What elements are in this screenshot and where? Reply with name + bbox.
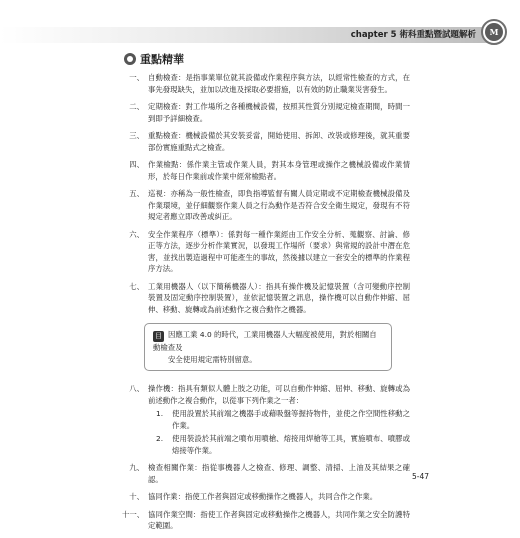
item-number: 五、 (129, 189, 144, 198)
item-number: 一、 (129, 73, 144, 82)
list-item (122, 159, 410, 182)
item-text: 重點檢查：機械設備於其安裝妥當，開始使用、拆卸、改裝或修理後，就其重要部份實施重點式之檢查。 (148, 131, 410, 152)
list-item (122, 491, 410, 503)
item-text: 作業檢點：係作業主管或作業人員，對其本身管理或操作之機械設備或作業情形，於每日作業前或作業中經常檢點者。 (148, 160, 410, 181)
item-number: 四、 (129, 160, 144, 169)
note-box (144, 323, 392, 371)
item-text (148, 383, 410, 456)
item-text: 檢查相關作業：指從事機器人之檢查、修理、調整、清掃、上油及其結果之確認。 (148, 463, 410, 484)
section-title: 重點精華 (140, 53, 184, 66)
item-number: 十一、 (122, 509, 145, 519)
note-icon: 目 (155, 332, 162, 340)
item-text-main: 操作機：指具有類似人體上肢之功能，可以自動作伸縮、屈伸、移動、旋轉或為前述動作之複合動作，以從事下列作業之一者： (148, 384, 410, 405)
list-item (122, 72, 410, 95)
sub-item-text: 使用設置於其前端之機器手或藉吸盤等握持物件，並使之作空間性移動之作業。 (172, 409, 410, 430)
item-number: 七、 (129, 281, 144, 291)
sub-item-text: 使用裝設於其前端之噴布用噴槍、熔接用焊槍等工具，實施噴布、噴膠或熔接等作業。 (172, 434, 410, 455)
item-text: 安全作業程序（標準）：係對每一種作業經由工作安全分析、蒐觀察、討論、修正等方法，逐步分析作業實況，以發現工作場所（要求）與常規的設計中潛在危害，並找出製造過程中可能產生的事故，然後據以建立一套安全的標準的作業程序方法。 (148, 229, 410, 273)
bullet-circle-icon (124, 53, 136, 65)
logo-icon: M (485, 23, 503, 41)
section-heading (124, 50, 184, 68)
item-text: 協同作業空間：指使工作者與固定或移動操作之機器人，共同作業之安全防護特定範圍。 (148, 509, 410, 530)
item-number: 八、 (129, 384, 144, 393)
list-item (122, 188, 410, 223)
list-item (122, 130, 410, 153)
item-text: 協同作業：指使工作者與固定或移動操作之機器人，共同合作之作業。 (148, 492, 378, 501)
publisher-logo (481, 19, 507, 45)
list-item (122, 383, 410, 456)
item-text: 自動檢查：是指事業單位就其設備或作業程序與方法，以經常性檢查的方式，在事先發現缺失，並加以改進及採取必要措施，以有效的防止職業災害發生。 (148, 73, 410, 94)
item-text: 巡視：亦稱為一般性檢查，即負指導監督有關人員定期或不定期檢查機械設備及作業環境，並仔細觀察作業人員之行為動作是否符合安全衛生規定，發現有不符規定者應立即改善或糾正。 (148, 189, 410, 221)
item-number: 九、 (129, 463, 144, 472)
sub-item (148, 408, 410, 431)
item-number: 十、 (129, 492, 144, 501)
page-number: 5-47 (412, 472, 430, 481)
list-item (122, 101, 410, 124)
list-item (122, 462, 410, 485)
chapter-title: chapter 5 術科重點暨試題解析 (350, 30, 476, 40)
item-text: 工業用機器人（以下簡稱機器人）：指具有操作機及記憶裝置（含可變動序控制裝置及固定動序控制裝置），並依記憶裝置之訊息，操作機可以自動作伸縮、屈伸、移動、旋轉或為前述動作之複合動作之機器。 (148, 281, 410, 314)
item-number: 二、 (129, 102, 144, 111)
item-text: 定期檢查：對工作場所之各種機械設備，按照其性質分別規定檢查期間，時間一到即予詳細檢查。 (148, 102, 410, 123)
main-content (122, 72, 410, 538)
item-number: 六、 (129, 229, 144, 239)
note-line (153, 329, 383, 354)
sub-item (148, 433, 410, 456)
item-number: 三、 (129, 131, 144, 140)
list-item (122, 509, 410, 532)
list-item (122, 281, 410, 316)
list-item (122, 229, 410, 275)
note-line: 安全使用規定需特別留意。 (168, 354, 257, 364)
sub-item-number: 2. (156, 434, 164, 443)
sub-item-number: 1. (156, 409, 164, 418)
note-text: 因應工業 4.0 的時代，工業用機器人大幅度被使用，對於相關自動檢查及 (153, 330, 377, 352)
